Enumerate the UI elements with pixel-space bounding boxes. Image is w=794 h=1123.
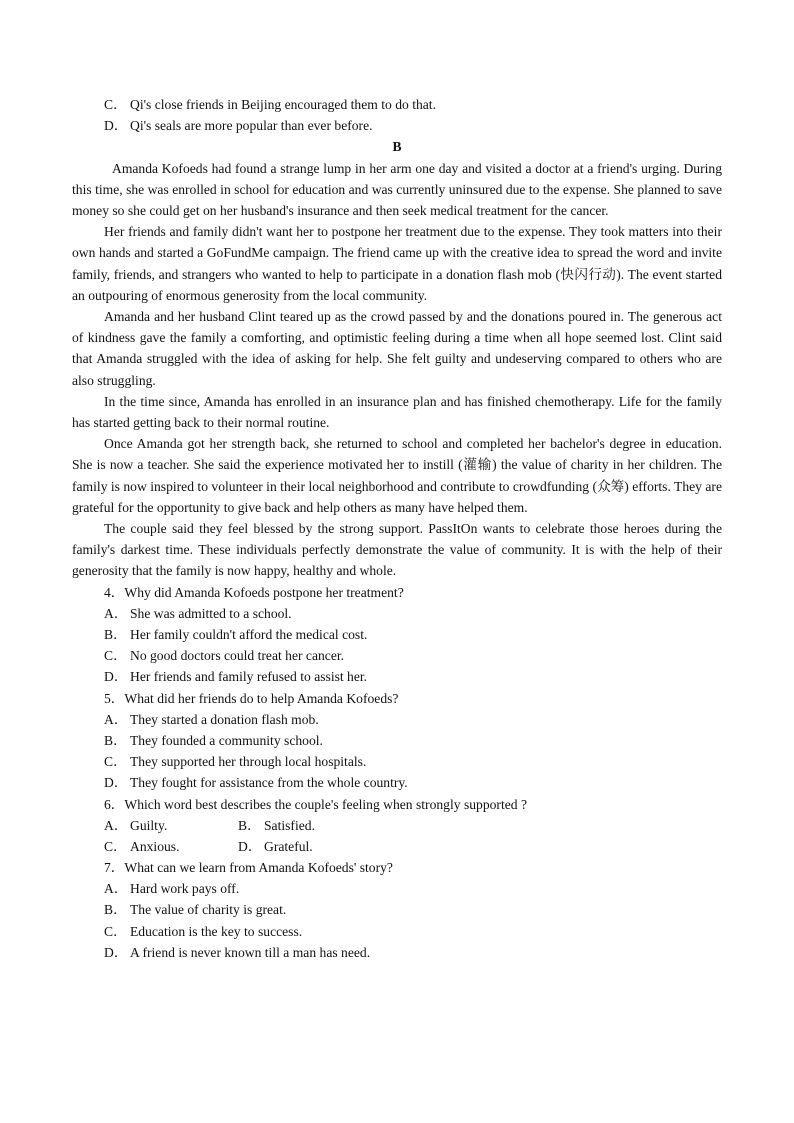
passage-paragraph-3: Amanda and her husband Clint teared up as the crowd passed by and the donations poured in. The generous act of kindness gave the family a comforting, and optimistic feeling during a time when all hope seemed lost. Clint said that Amanda struggled with the idea of asking for help. She felt guilty and undeserving compared to others who are also struggling. <box>72 308 722 388</box>
question-number: 6． <box>104 796 125 812</box>
passage-paragraph-6: The couple said they feel blessed by the strong support. PassItOn wants to celebrate those heroes during the family's darkest time. These individuals perfectly demonstrate the value of community. It is with the help of their generosity that the family is now happy, healthy and whole. <box>72 521 722 579</box>
option-text: Qi's close friends in Beijing encouraged them to do that. <box>130 97 436 112</box>
passage-paragraph-4: In the time since, Amanda has enrolled in an insurance plan and has finished chemotherapy. Life for the family has started getting back to their normal routine. <box>72 393 722 430</box>
option-text: Her friends and family refused to assist her. <box>130 669 368 685</box>
section-heading: B <box>392 139 402 155</box>
prev-option-c <box>72 94 722 115</box>
option-text: No good doctors could treat her cancer. <box>130 648 345 664</box>
question-text: What did her friends do to help Amanda Kofoeds? <box>124 690 399 706</box>
option-text: They supported her through local hospitals. <box>130 754 367 770</box>
option-letter: D． <box>104 775 128 791</box>
option-text: Qi's seals are more popular than ever before. <box>130 118 373 134</box>
question-number: 5． <box>104 690 125 706</box>
option-text: A friend is never known till a man has need. <box>130 944 371 960</box>
option-text: Grateful. <box>264 838 313 854</box>
option-5d <box>72 772 722 793</box>
question-text: Why did Amanda Kofoeds postpone her treatment? <box>124 584 404 600</box>
passage-paragraph-5: Once Amanda got her strength back, she returned to school and completed her bachelor's degree in education. She is now a teacher. She said the experience motivated her to instill (灌输) the value of charity in her children. The family is now inspired to volunteer in their local neighborhood and contribute to crowdfunding (众筹) efforts. They are grateful for the opportunity to give back and help others as many have helped them. <box>72 436 722 515</box>
option-5c <box>72 751 722 772</box>
option-letter: D． <box>104 118 128 134</box>
question-number: 7． <box>104 860 125 876</box>
option-letter: C． <box>104 754 127 770</box>
option-letter: C． <box>104 838 127 854</box>
option-5b <box>72 730 722 751</box>
option-letter: D． <box>104 669 128 685</box>
question-text: Which word best describes the couple's feeling when strongly supported ? <box>124 796 527 812</box>
question-4 <box>72 582 722 603</box>
option-letter: C． <box>104 97 127 112</box>
option-letter: A． <box>104 711 128 727</box>
option-4c <box>72 645 722 666</box>
option-6b <box>238 815 372 836</box>
passage-paragraph-1: Amanda Kofoeds had found a strange lump in her arm one day and visited a doctor at a friend's urging. During this time, she was enrolled in school for education and was currently uninsured due to the expense. She planned to save money so she could get on her husband's insurance and then seek medical treatment for the cancer. <box>72 160 722 218</box>
option-letter: A． <box>104 881 128 897</box>
option-4a <box>72 603 722 624</box>
option-letter: D． <box>104 944 128 960</box>
option-text: Guilty. <box>130 817 168 833</box>
option-text: Education is the key to success. <box>130 923 303 939</box>
question-7 <box>72 857 722 878</box>
option-text: They started a donation flash mob. <box>130 711 319 727</box>
question-number: 4． <box>104 584 125 600</box>
question-6 <box>72 794 722 815</box>
option-4d <box>72 666 722 687</box>
option-4b <box>72 624 722 645</box>
option-text: They founded a community school. <box>130 732 323 748</box>
option-row-6ab <box>72 815 722 836</box>
option-text: They fought for assistance from the whole country. <box>130 775 408 791</box>
option-letter: B． <box>238 817 261 833</box>
option-7a <box>72 878 722 899</box>
option-letter: D． <box>238 838 262 854</box>
prev-option-d <box>72 115 722 136</box>
question-text: What can we learn from Amanda Kofoeds' story? <box>124 860 393 876</box>
option-text: She was admitted to a school. <box>130 605 292 621</box>
option-letter: A． <box>104 605 128 621</box>
option-row-6cd <box>72 836 722 857</box>
question-5 <box>72 688 722 709</box>
option-text: Anxious. <box>130 838 180 854</box>
option-letter: C． <box>104 923 127 939</box>
option-letter: B． <box>104 902 127 918</box>
option-text: Satisfied. <box>264 817 315 833</box>
option-letter: C． <box>104 648 127 664</box>
option-6a <box>104 815 238 836</box>
option-letter: B． <box>104 627 127 642</box>
option-letter: A． <box>104 817 128 833</box>
option-7b <box>72 899 722 920</box>
option-6c <box>104 836 238 857</box>
option-6d <box>238 836 372 857</box>
option-text: Her family couldn't afford the medical cost. <box>130 627 368 642</box>
option-5a <box>72 709 722 730</box>
option-letter: B． <box>104 732 127 748</box>
document-page <box>72 94 722 963</box>
option-text: Hard work pays off. <box>130 881 240 897</box>
option-text: The value of charity is great. <box>130 902 287 918</box>
passage-paragraph-2: Her friends and family didn't want her to postpone her treatment due to the expense. They took matters into their own hands and started a GoFundMe campaign. The friend came up with the creative idea to spread the word and invite family, friends, and strangers who wanted to help to participate in a donation flash mob (快闪行动). The event started an outpouring of enormous generosity from the local community. <box>72 224 722 303</box>
option-7d <box>72 942 722 963</box>
option-7c <box>72 921 722 942</box>
